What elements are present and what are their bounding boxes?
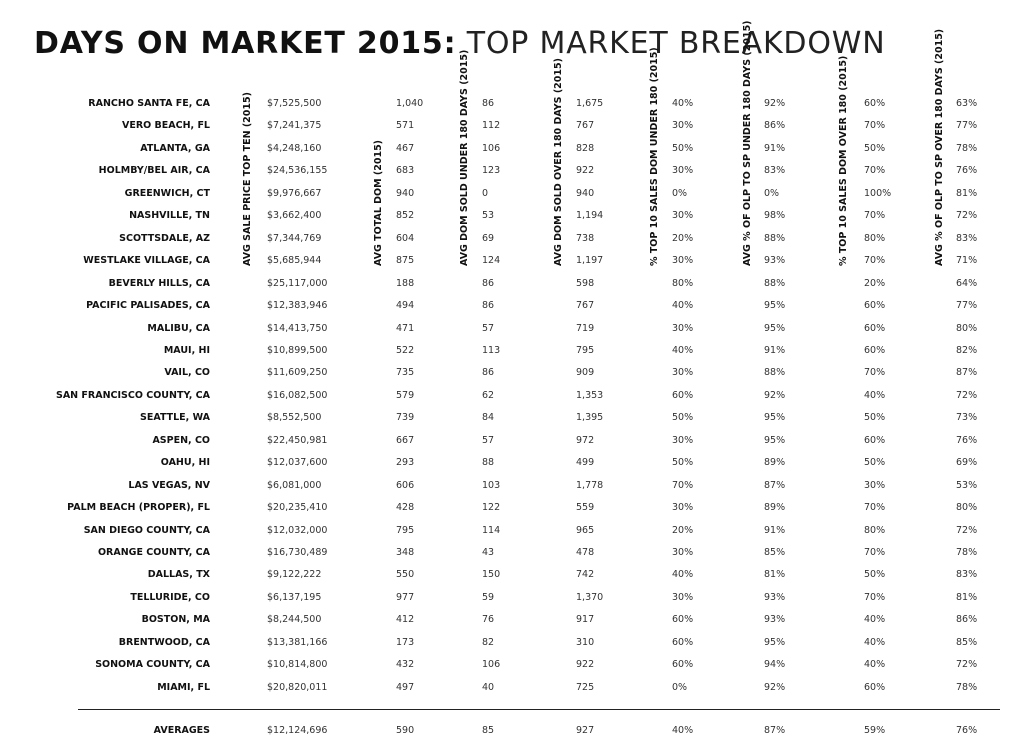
table-cell: $3,662,400 xyxy=(267,210,322,222)
table-cell: 922 xyxy=(576,659,595,671)
table-cell: 50% xyxy=(672,142,694,154)
table-cell: 478 xyxy=(576,547,595,558)
table-cell: 106 xyxy=(482,659,501,671)
column-header: AVG % OF OLP TO SP UNDER 180 DAYS (2015) xyxy=(742,20,753,266)
table-cell: 20% xyxy=(672,232,694,244)
column-header: AVG DOM SOLD OVER 180 DAYS (2015) xyxy=(553,58,564,266)
table-cell: 70% xyxy=(864,367,886,379)
row-label: SONOMA COUNTY, CA xyxy=(95,659,210,671)
table-cell: 70% xyxy=(672,479,694,491)
table-cell: $12,037,600 xyxy=(267,457,328,469)
row-label: RANCHO SANTA FE, CA xyxy=(88,98,210,109)
table-cell: $16,082,500 xyxy=(267,389,328,401)
table-cell: 106 xyxy=(482,142,501,154)
table-cell: 571 xyxy=(396,120,415,132)
table-cell: 30% xyxy=(672,120,694,132)
column-header: % TOP 10 SALES DOM OVER 180 (2015) xyxy=(838,55,849,266)
table-cell: 1,778 xyxy=(576,479,604,491)
table-cell: 40 xyxy=(482,681,495,693)
table-cell: 69 xyxy=(482,232,495,244)
table-cell: 60% xyxy=(672,389,694,401)
table-cell: 60% xyxy=(864,98,886,109)
table-cell: 98% xyxy=(764,210,786,222)
table-cell: 86 xyxy=(482,300,495,312)
table-cell: 103 xyxy=(482,479,501,491)
table-cell: 69% xyxy=(956,457,978,469)
table-cell: 91% xyxy=(764,344,786,356)
column-header: % TOP 10 SALES DOM UNDER 180 (2015) xyxy=(649,47,660,266)
table-cell: 550 xyxy=(396,569,415,581)
table-cell: $8,552,500 xyxy=(267,412,322,424)
table-cell: $12,383,946 xyxy=(267,300,328,312)
table-cell: 70% xyxy=(864,255,886,267)
table-cell: 122 xyxy=(482,502,501,514)
table-cell: 95% xyxy=(764,636,786,648)
title-light: TOP MARKET BREAKDOWN xyxy=(466,26,886,61)
row-label: SEATTLE, WA xyxy=(140,412,210,424)
table-cell: 86% xyxy=(956,614,978,626)
table-cell: 795 xyxy=(396,524,415,536)
table-cell: 50% xyxy=(864,457,886,469)
table-cell: 30% xyxy=(672,502,694,514)
table-cell: 20% xyxy=(672,524,694,536)
table-cell: 875 xyxy=(396,255,415,267)
table-cell: 1,675 xyxy=(576,98,604,109)
table-cell: 173 xyxy=(396,636,415,648)
table-cell: $22,450,981 xyxy=(267,434,328,446)
table-cell: 91% xyxy=(764,524,786,536)
table-cell: 53% xyxy=(956,479,978,491)
table-cell: 88 xyxy=(482,457,495,469)
table-cell: 522 xyxy=(396,344,415,356)
table-cell: 50% xyxy=(672,457,694,469)
column-header: AVG SALE PRICE TOP TEN (2015) xyxy=(242,92,253,266)
table-cell: $8,244,500 xyxy=(267,614,322,626)
table-cell: 50% xyxy=(864,569,886,581)
table-cell: $5,685,944 xyxy=(267,255,322,267)
table-cell: $6,081,000 xyxy=(267,479,322,491)
table-cell: $7,241,375 xyxy=(267,120,322,132)
table-cell: $16,730,489 xyxy=(267,547,328,558)
table-cell: 40% xyxy=(864,389,886,401)
table-cell: 30% xyxy=(672,434,694,446)
table-cell: 85% xyxy=(764,547,786,558)
row-label: BOSTON, MA xyxy=(141,614,210,626)
average-cell: 590 xyxy=(396,725,415,736)
table-cell: 60% xyxy=(864,434,886,446)
table-cell: 767 xyxy=(576,120,595,132)
average-cell: 76% xyxy=(956,725,978,736)
table-cell: 89% xyxy=(764,502,786,514)
table-cell: 579 xyxy=(396,389,415,401)
table-cell: 1,040 xyxy=(396,98,424,109)
table-cell: 40% xyxy=(672,300,694,312)
table-cell: 124 xyxy=(482,255,501,267)
table-cell: 922 xyxy=(576,165,595,177)
table-cell: 494 xyxy=(396,300,415,312)
table-cell: 30% xyxy=(672,322,694,334)
table-cell: 78% xyxy=(956,681,978,693)
table-cell: 50% xyxy=(864,142,886,154)
table-cell: 1,370 xyxy=(576,591,604,603)
table-cell: 604 xyxy=(396,232,415,244)
table-cell: 64% xyxy=(956,277,978,289)
table-cell: $6,137,195 xyxy=(267,591,322,603)
table-cell: 82 xyxy=(482,636,495,648)
table-cell: 767 xyxy=(576,300,595,312)
table-cell: 87% xyxy=(764,479,786,491)
averages-divider xyxy=(78,709,1000,710)
table-cell: 30% xyxy=(672,255,694,267)
row-label: OAHU, HI xyxy=(160,457,210,469)
table-cell: 85% xyxy=(956,636,978,648)
table-cell: 432 xyxy=(396,659,415,671)
table-cell: 965 xyxy=(576,524,595,536)
table-cell: $9,122,222 xyxy=(267,569,322,581)
table-cell: 683 xyxy=(396,165,415,177)
row-label: SCOTTSDALE, AZ xyxy=(119,232,210,244)
average-cell: 59% xyxy=(864,725,886,736)
table-cell: 742 xyxy=(576,569,595,581)
table-cell: 80% xyxy=(864,232,886,244)
table-cell: 112 xyxy=(482,120,501,132)
table-cell: 88% xyxy=(764,277,786,289)
table-cell: 72% xyxy=(956,389,978,401)
row-label: DALLAS, TX xyxy=(147,569,210,581)
table-cell: 70% xyxy=(864,120,886,132)
table-cell: 20% xyxy=(864,277,886,289)
table-cell: 40% xyxy=(672,344,694,356)
table-cell: 50% xyxy=(864,412,886,424)
table-cell: 40% xyxy=(672,98,694,109)
table-cell: 940 xyxy=(396,187,415,199)
row-label: NASHVILLE, TN xyxy=(129,210,210,222)
table-cell: 348 xyxy=(396,547,415,558)
table-cell: 63% xyxy=(956,98,978,109)
table-cell: 0 xyxy=(482,187,489,199)
table-cell: 972 xyxy=(576,434,595,446)
table-cell: 738 xyxy=(576,232,595,244)
table-cell: 30% xyxy=(672,210,694,222)
table-cell: 82% xyxy=(956,344,978,356)
table-cell: 87% xyxy=(956,367,978,379)
table-cell: 40% xyxy=(864,636,886,648)
table-cell: 739 xyxy=(396,412,415,424)
table-cell: 60% xyxy=(672,659,694,671)
table-cell: 59 xyxy=(482,591,495,603)
table-cell: 293 xyxy=(396,457,415,469)
table-cell: 72% xyxy=(956,659,978,671)
table-cell: $10,899,500 xyxy=(267,344,328,356)
table-cell: 77% xyxy=(956,120,978,132)
table-cell: 50% xyxy=(672,412,694,424)
average-cell: 87% xyxy=(764,725,786,736)
table-cell: 57 xyxy=(482,322,495,334)
table-cell: $24,536,155 xyxy=(267,165,328,177)
table-cell: 606 xyxy=(396,479,415,491)
row-label: TELLURIDE, CO xyxy=(130,591,210,603)
table-cell: 78% xyxy=(956,142,978,154)
row-label: VERO BEACH, FL xyxy=(121,120,210,132)
table-cell: 76% xyxy=(956,165,978,177)
table-cell: 1,395 xyxy=(576,412,604,424)
table-cell: 76% xyxy=(956,434,978,446)
averages-label: AVERAGES xyxy=(153,725,210,736)
table-cell: 1,194 xyxy=(576,210,604,222)
table-cell: 83% xyxy=(956,569,978,581)
column-header: AVG TOTAL DOM (2015) xyxy=(373,139,384,266)
table-cell: $13,381,166 xyxy=(267,636,328,648)
table-cell: $11,609,250 xyxy=(267,367,328,379)
table-cell: 72% xyxy=(956,210,978,222)
table-cell: 80% xyxy=(672,277,694,289)
table-cell: $7,344,769 xyxy=(267,232,322,244)
table-cell: 83% xyxy=(956,232,978,244)
table-cell: 150 xyxy=(482,569,501,581)
table-cell: 735 xyxy=(396,367,415,379)
table-cell: $12,032,000 xyxy=(267,524,328,536)
table-cell: 40% xyxy=(864,614,886,626)
table-cell: 719 xyxy=(576,322,595,334)
table-cell: 100% xyxy=(864,187,892,199)
table-cell: 188 xyxy=(396,277,415,289)
table-cell: 95% xyxy=(764,412,786,424)
table-cell: 81% xyxy=(764,569,786,581)
row-label: BRENTWOOD, CA xyxy=(118,636,210,648)
row-label: GREENWICH, CT xyxy=(124,187,210,199)
table-cell: 95% xyxy=(764,300,786,312)
table-cell: 43 xyxy=(482,547,495,558)
table-cell: $25,117,000 xyxy=(267,277,328,289)
average-cell: 927 xyxy=(576,725,595,736)
table-cell: 77% xyxy=(956,300,978,312)
average-cell: 85 xyxy=(482,725,495,736)
table-cell: $10,814,800 xyxy=(267,659,328,671)
table-cell: 559 xyxy=(576,502,595,514)
row-label: WESTLAKE VILLAGE, CA xyxy=(83,255,210,267)
table-cell: 92% xyxy=(764,389,786,401)
table-cell: 60% xyxy=(864,300,886,312)
table-cell: 60% xyxy=(864,344,886,356)
table-cell: 60% xyxy=(864,681,886,693)
table-cell: 84 xyxy=(482,412,495,424)
table-cell: 725 xyxy=(576,681,595,693)
table-cell: 88% xyxy=(764,367,786,379)
table-cell: 60% xyxy=(672,636,694,648)
table-cell: 80% xyxy=(864,524,886,536)
table-cell: 113 xyxy=(482,344,501,356)
table-cell: 73% xyxy=(956,412,978,424)
table-cell: 95% xyxy=(764,434,786,446)
table-cell: 598 xyxy=(576,277,595,289)
table-cell: 828 xyxy=(576,142,595,154)
table-cell: $20,235,410 xyxy=(267,502,328,514)
table-cell: 86 xyxy=(482,98,495,109)
table-cell: 93% xyxy=(764,591,786,603)
table-cell: 40% xyxy=(864,659,886,671)
table-cell: 53 xyxy=(482,210,495,222)
table-cell: 71% xyxy=(956,255,978,267)
table-cell: 92% xyxy=(764,98,786,109)
table-cell: 88% xyxy=(764,232,786,244)
table-cell: 852 xyxy=(396,210,415,222)
table-cell: 30% xyxy=(672,547,694,558)
row-label: PALM BEACH (PROPER), FL xyxy=(67,502,210,514)
average-cell: $12,124,696 xyxy=(267,725,328,736)
title-bold: DAYS ON MARKET 2015: xyxy=(34,26,457,61)
table-cell: 1,197 xyxy=(576,255,604,267)
table-cell: 667 xyxy=(396,434,415,446)
table-cell: 57 xyxy=(482,434,495,446)
table-cell: 940 xyxy=(576,187,595,199)
row-label: ATLANTA, GA xyxy=(140,142,210,154)
table-cell: 76 xyxy=(482,614,495,626)
row-label: MIAMI, FL xyxy=(157,681,210,693)
table-cell: 30% xyxy=(672,591,694,603)
table-cell: 499 xyxy=(576,457,595,469)
table-cell: 95% xyxy=(764,322,786,334)
table-cell: 0% xyxy=(764,187,780,199)
table-cell: 80% xyxy=(956,322,978,334)
table-cell: 1,353 xyxy=(576,389,604,401)
table-cell: 30% xyxy=(672,165,694,177)
average-cell: 40% xyxy=(672,725,694,736)
table-cell: $7,525,500 xyxy=(267,98,322,109)
table-cell: 467 xyxy=(396,142,415,154)
table-cell: 94% xyxy=(764,659,786,671)
table-cell: 91% xyxy=(764,142,786,154)
table-cell: 83% xyxy=(764,165,786,177)
column-header: AVG DOM SOLD UNDER 180 DAYS (2015) xyxy=(459,49,470,266)
row-label: VAIL, CO xyxy=(164,367,210,379)
table-cell: 60% xyxy=(864,322,886,334)
row-label: LAS VEGAS, NV xyxy=(128,479,210,491)
row-label: PACIFIC PALISADES, CA xyxy=(86,300,210,312)
table-cell: 86% xyxy=(764,120,786,132)
table-cell: 917 xyxy=(576,614,595,626)
table-cell: 78% xyxy=(956,547,978,558)
table-cell: 40% xyxy=(672,569,694,581)
table-cell: 70% xyxy=(864,210,886,222)
table-cell: 795 xyxy=(576,344,595,356)
table-cell: 70% xyxy=(864,165,886,177)
row-label: ORANGE COUNTY, CA xyxy=(97,547,210,558)
row-label: ASPEN, CO xyxy=(152,434,210,446)
table-cell: 977 xyxy=(396,591,415,603)
table-cell: 0% xyxy=(672,681,688,693)
row-label: SAN DIEGO COUNTY, CA xyxy=(83,524,210,536)
table-cell: 92% xyxy=(764,681,786,693)
table-cell: 70% xyxy=(864,547,886,558)
table-cell: 30% xyxy=(672,367,694,379)
table-cell: $14,413,750 xyxy=(267,322,328,334)
table-cell: 0% xyxy=(672,187,688,199)
table-cell: $4,248,160 xyxy=(267,142,322,154)
table-cell: 310 xyxy=(576,636,595,648)
row-label: BEVERLY HILLS, CA xyxy=(108,277,210,289)
table-cell: 123 xyxy=(482,165,501,177)
table-cell: 81% xyxy=(956,187,978,199)
table-cell: 70% xyxy=(864,591,886,603)
table-cell: 30% xyxy=(864,479,886,491)
row-label: MAUI, HI xyxy=(163,344,210,356)
table-cell: $20,820,011 xyxy=(267,681,328,693)
row-label: MALIBU, CA xyxy=(147,322,210,334)
row-label: SAN FRANCISCO COUNTY, CA xyxy=(55,389,210,401)
column-header: AVG % OF OLP TO SP OVER 180 DAYS (2015) xyxy=(934,28,945,266)
table-cell: 412 xyxy=(396,614,415,626)
table-cell: $9,976,667 xyxy=(267,187,322,199)
table-cell: 81% xyxy=(956,591,978,603)
table-cell: 80% xyxy=(956,502,978,514)
table-cell: 72% xyxy=(956,524,978,536)
table-cell: 497 xyxy=(396,681,415,693)
table-cell: 909 xyxy=(576,367,595,379)
table-cell: 428 xyxy=(396,502,415,514)
table-cell: 60% xyxy=(672,614,694,626)
table-cell: 86 xyxy=(482,367,495,379)
row-label: HOLMBY/BEL AIR, CA xyxy=(98,165,210,177)
table-cell: 114 xyxy=(482,524,501,536)
table-cell: 70% xyxy=(864,502,886,514)
table-cell: 86 xyxy=(482,277,495,289)
table-cell: 89% xyxy=(764,457,786,469)
table-cell: 93% xyxy=(764,255,786,267)
table-cell: 62 xyxy=(482,389,495,401)
table-cell: 93% xyxy=(764,614,786,626)
table-cell: 471 xyxy=(396,322,415,334)
